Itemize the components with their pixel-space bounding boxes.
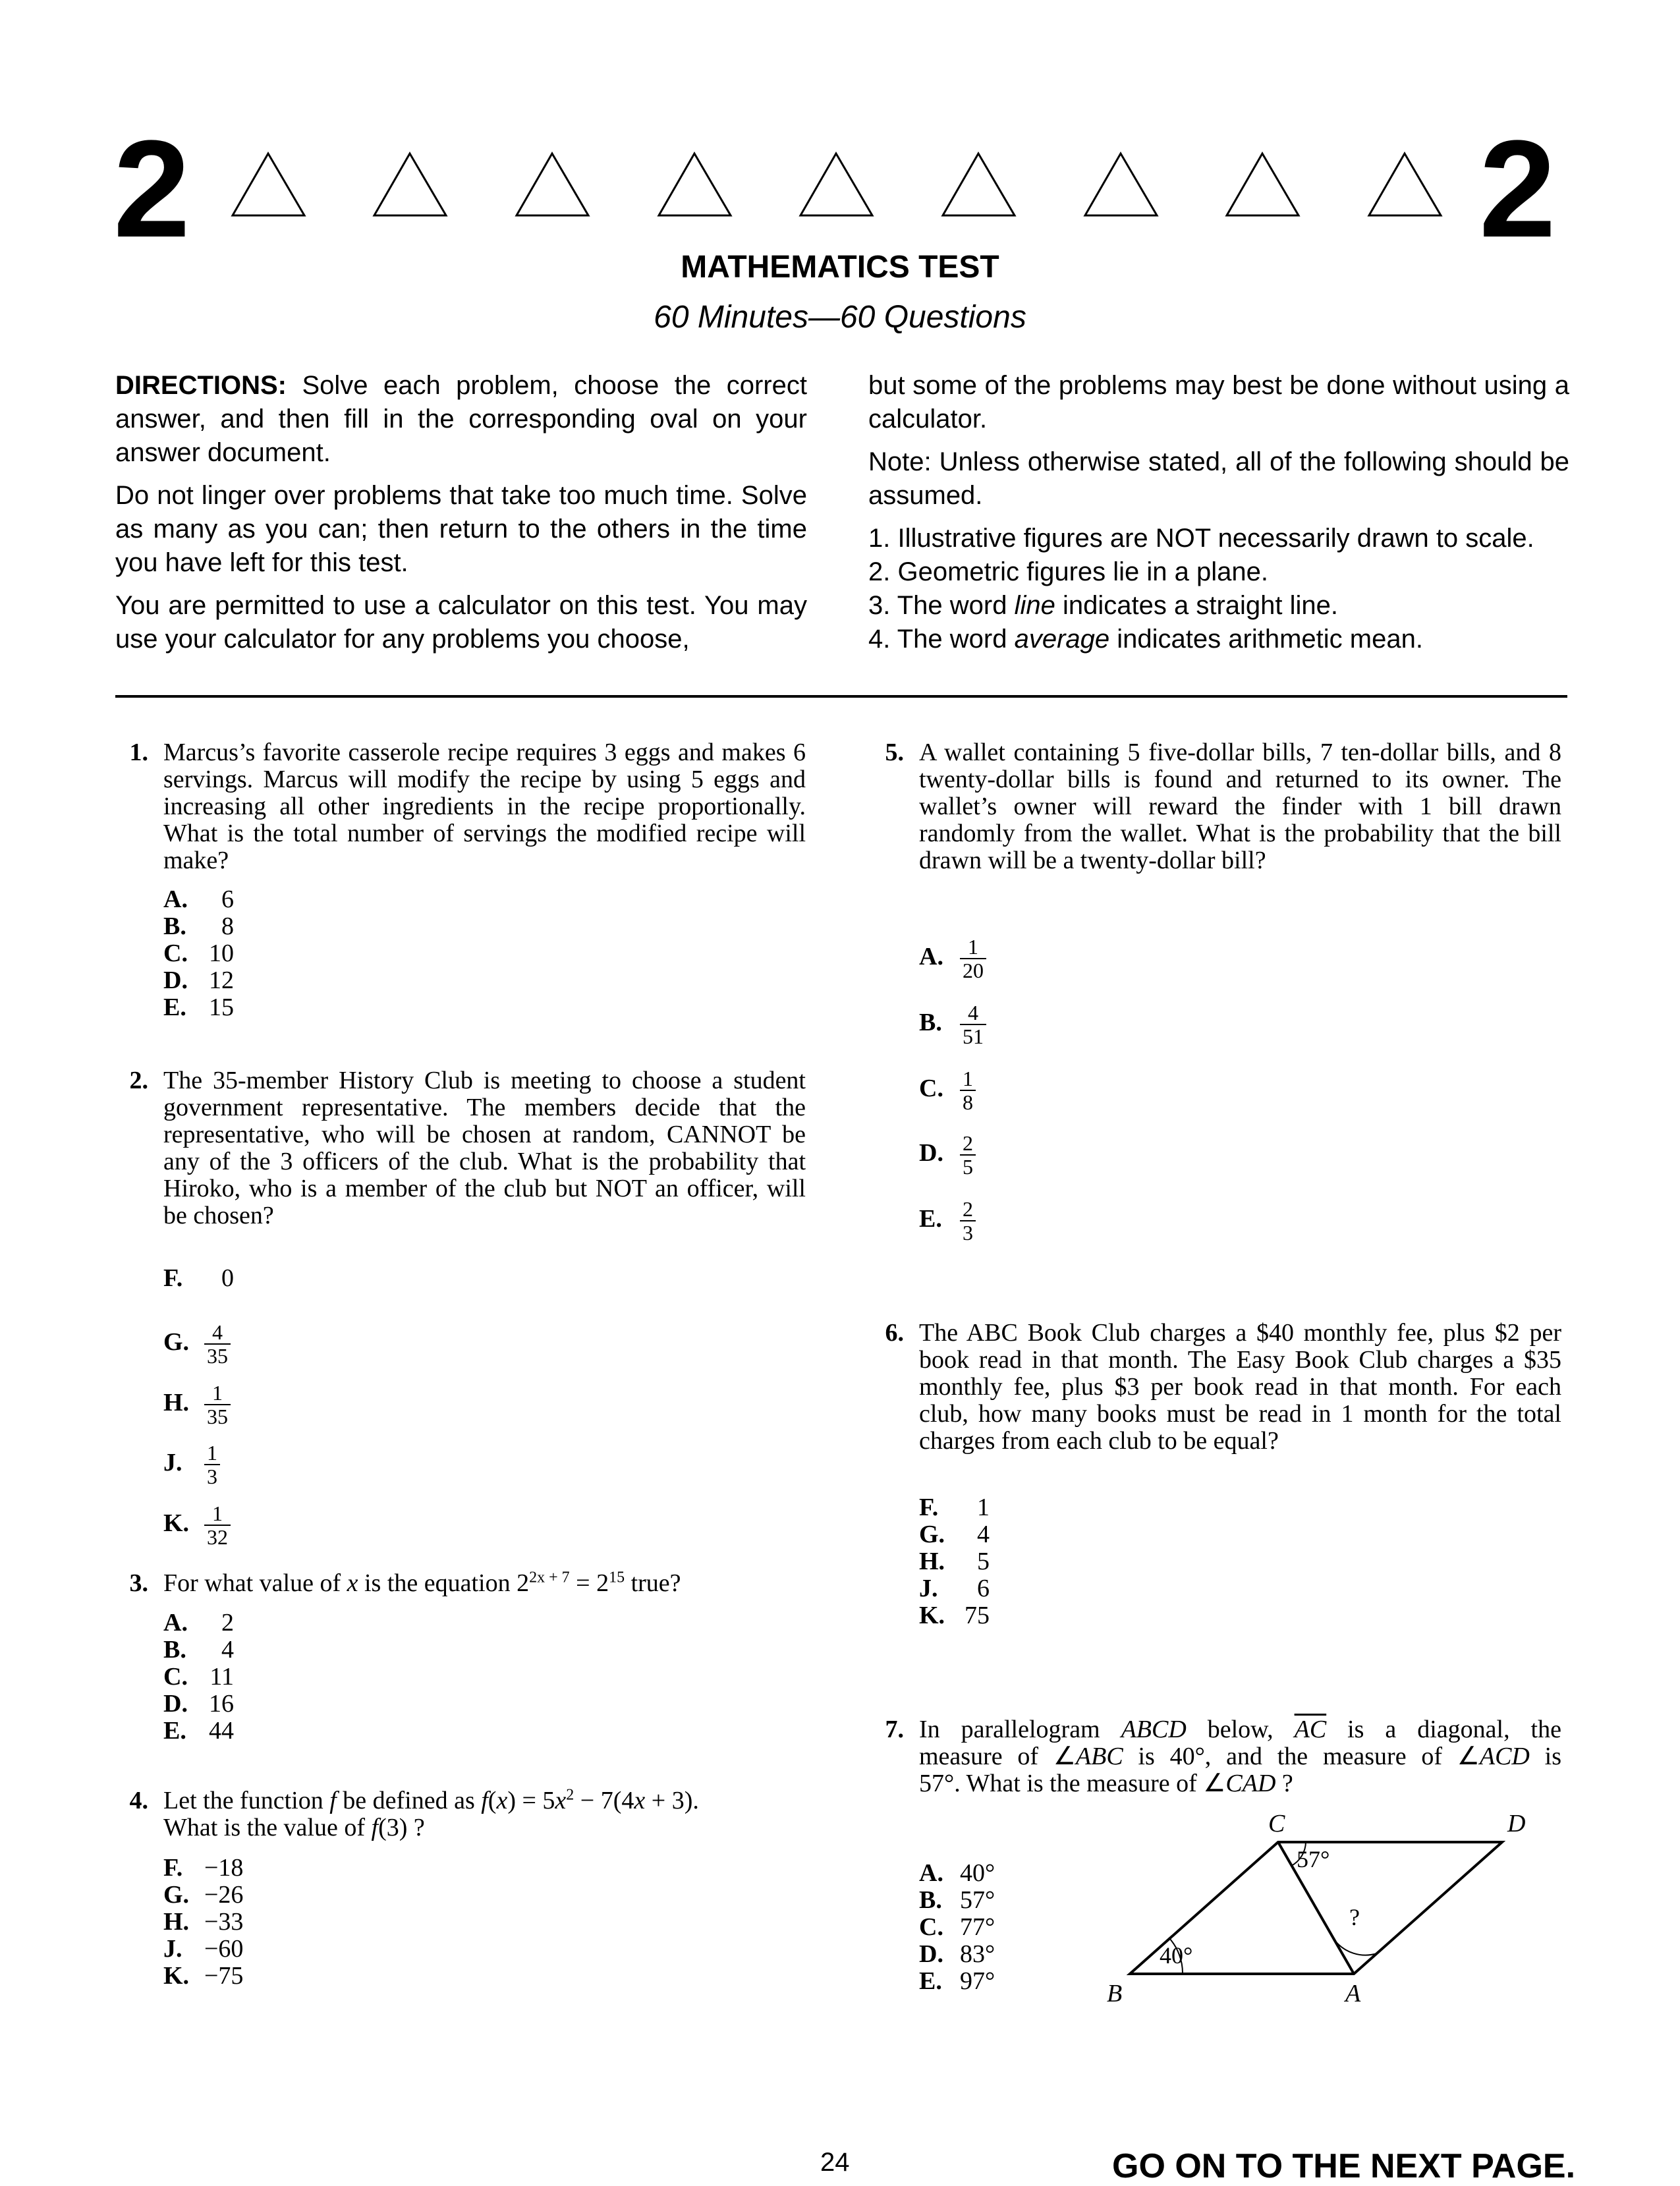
parallelogram-figure (1087, 1805, 1548, 2009)
question-text: The ABC Book Club charges a $40 monthly fee, plus $2 per book read in that month. The Easy Book Club charges a $35 monthly fee, plus $3 per book read in that month. For each club, how many books must be read in 1 month for the total charges from each club to be equal? (919, 1319, 1561, 1455)
answer-option[interactable]: E. 97° (919, 1967, 995, 1995)
question-text: In parallelogram ABCD below, $\overline{AC}$ is a diagonal, the measure of ∠ABC is 40°, and the measure of ∠ACD is 57°. What is the measure of ∠CAD ? (919, 1716, 1561, 1797)
fraction: $\frac{1}{32}$ (204, 1502, 231, 1548)
answer-option[interactable]: B. 57° (919, 1886, 995, 1914)
answer-option[interactable]: H. $\frac{1}{35}$ (163, 1382, 231, 1428)
question-number: 1. (129, 739, 148, 766)
answer-option[interactable]: C. 10 (163, 939, 234, 967)
triangle-icon (941, 152, 1017, 217)
vertex-label-a: A (1345, 1980, 1361, 2007)
triangle-icon (1083, 152, 1159, 217)
vertex-label-c: C (1268, 1810, 1285, 1837)
answer-option[interactable]: G. $\frac{4}{35}$ (163, 1321, 231, 1367)
question-number: 6. (885, 1319, 904, 1347)
directions-paragraph-2: Do not linger over problems that take too much time. Solve as many as you can; then return to the others in the time you have left for this test. (115, 481, 807, 577)
answer-option[interactable]: A. 6 (163, 885, 234, 913)
directions-paragraph-3: You are permitted to use a calculator on this test. You may use your calculator for any problems you choose, (115, 591, 807, 654)
triangle-icon (231, 152, 306, 217)
question-number: 7. (885, 1716, 904, 1743)
answer-option[interactable]: G. −26 (163, 1881, 244, 1909)
page-subtitle: 60 Minutes—60 Questions (654, 300, 1026, 335)
question-number: 5. (885, 739, 904, 766)
answer-option[interactable]: E. $\frac{2}{3}$ (919, 1198, 976, 1244)
fraction: $\frac{1}{35}$ (204, 1382, 231, 1428)
question-text: Marcus’s favorite casserole recipe requires 3 eggs and makes 6 servings. Marcus will modify the recipe by using 5 eggs and increasing all other ingredients in the recipe proportionally. What is the total number of servings the modified recipe will make? (163, 739, 806, 874)
triangle-icon (515, 152, 590, 217)
answer-option[interactable]: B. 8 (163, 912, 234, 940)
question-text: The 35-member History Club is meeting to choose a student government representative. The members decide that the representative, who will be chosen at random, CANNOT be any of the 3 officers of the club. What is the probability that Hiroko, who is a member of the club but NOT an officer, will be chosen? (163, 1067, 806, 1229)
triangle-icon (1367, 152, 1443, 217)
directions-note: Note: Unless otherwise stated, all of the following should be assumed. (868, 447, 1569, 510)
answer-option[interactable]: E. 15 (163, 994, 234, 1021)
question-number: 3. (129, 1569, 148, 1597)
answer-option[interactable]: K. 75 (919, 1602, 990, 1629)
fraction: $\frac{1}{3}$ (204, 1442, 220, 1488)
question-number: 2. (129, 1067, 148, 1094)
directions-paragraph-1 (115, 369, 807, 470)
answer-option[interactable]: A. 40° (919, 1859, 995, 1887)
assumption-item: 1. Illustrative figures are NOT necessarily drawn to scale. (868, 524, 1534, 553)
vertex-label-d: D (1507, 1810, 1526, 1837)
fraction: $\frac{4}{35}$ (204, 1321, 231, 1367)
answer-option[interactable]: C. 77° (919, 1913, 995, 1941)
go-on-next-page: GO ON TO THE NEXT PAGE. (1112, 2147, 1576, 2185)
answer-option[interactable]: D. $\frac{2}{5}$ (919, 1132, 976, 1178)
page-title: MATHEMATICS TEST (681, 250, 999, 285)
question-text: Let the function f be defined as $f(x) = 5x^2 - 7(4x + 3)$. What is the value of f(3) ? (163, 1786, 699, 1841)
answer-option[interactable]: B. $\frac{4}{51}$ (919, 1001, 986, 1048)
answer-option[interactable]: G. 4 (919, 1521, 990, 1548)
answer-option[interactable]: B. 4 (163, 1636, 234, 1664)
answer-option[interactable]: C. $\frac{1}{8}$ (919, 1067, 976, 1113)
directions-paragraph-3-cont: but some of the problems may best be done without using a calculator. (868, 371, 1569, 434)
angle-label-unknown: ? (1349, 1904, 1360, 1930)
answer-option[interactable]: A. 2 (163, 1609, 234, 1637)
triangle-icon (798, 152, 874, 217)
answer-option[interactable]: D. 83° (919, 1940, 995, 1968)
fraction: $\frac{4}{51}$ (960, 1001, 986, 1048)
page-footer (0, 2147, 1680, 2185)
triangle-icon (657, 152, 733, 217)
answer-option[interactable]: K. $\frac{1}{32}$ (163, 1502, 231, 1548)
fraction: $\frac{2}{5}$ (960, 1132, 976, 1178)
answer-option[interactable]: H. −33 (163, 1908, 244, 1936)
answer-option[interactable]: K. −75 (163, 1962, 244, 1990)
answer-option[interactable]: F. 0 (163, 1264, 234, 1292)
answer-option[interactable]: C. 11 (163, 1663, 234, 1691)
assumption-item: 4. The word average indicates arithmetic mean. (868, 625, 1423, 654)
answer-option[interactable]: J. −60 (163, 1935, 244, 1963)
triangle-icon (1225, 152, 1301, 217)
answer-option[interactable]: D. 12 (163, 967, 234, 994)
question-text: A wallet containing 5 five-dollar bills, 7 ten-dollar bills, and 8 twenty-dollar bills is found and returned to its owner. The wallet’s owner will reward the finder with 1 bill drawn randomly from the wallet. What is the probability that the bill drawn will be a twenty-dollar bill? (919, 739, 1561, 874)
vertex-label-b: B (1107, 1980, 1123, 2007)
fraction: $\frac{1}{20}$ (960, 936, 986, 982)
angle-label-acd: 57° (1297, 1846, 1330, 1872)
answer-option[interactable]: F. 1 (919, 1494, 990, 1521)
answer-option[interactable]: F. −18 (163, 1854, 244, 1882)
angle-label-abc: 40° (1160, 1942, 1193, 1969)
directions-right-column (868, 369, 1569, 656)
section-number-left: 2 (113, 111, 190, 266)
directions-left-column (115, 369, 807, 665)
fraction: $\frac{2}{3}$ (960, 1198, 976, 1244)
section-divider (115, 695, 1567, 698)
question-number: 4. (129, 1787, 148, 1814)
fraction: $\frac{1}{8}$ (960, 1067, 976, 1113)
answer-option[interactable]: J. 6 (919, 1575, 990, 1602)
answer-option[interactable]: H. 5 (919, 1548, 990, 1575)
answer-option[interactable]: A. $\frac{1}{20}$ (919, 936, 986, 982)
answer-option[interactable]: E. 44 (163, 1717, 234, 1745)
assumptions-list (868, 522, 1569, 656)
page-number: 24 (820, 2148, 850, 2177)
assumption-item: 2. Geometric figures lie in a plane. (868, 557, 1268, 586)
triangle-icon (372, 152, 448, 217)
answer-option[interactable]: J. $\frac{1}{3}$ (163, 1442, 220, 1488)
directions-text: Solve each problem, choose the correct answer, and then fill in the corresponding oval on your answer document. (115, 371, 807, 467)
directions-label: DIRECTIONS: (115, 371, 287, 400)
section-number-right: 2 (1479, 111, 1556, 266)
assumption-item: 3. The word line indicates a straight line. (868, 591, 1338, 620)
answer-option[interactable]: D. 16 (163, 1690, 234, 1718)
question-text: For what value of x is the equation $2^{2x + 7} = 2^{15}$ true? (163, 1569, 681, 1597)
